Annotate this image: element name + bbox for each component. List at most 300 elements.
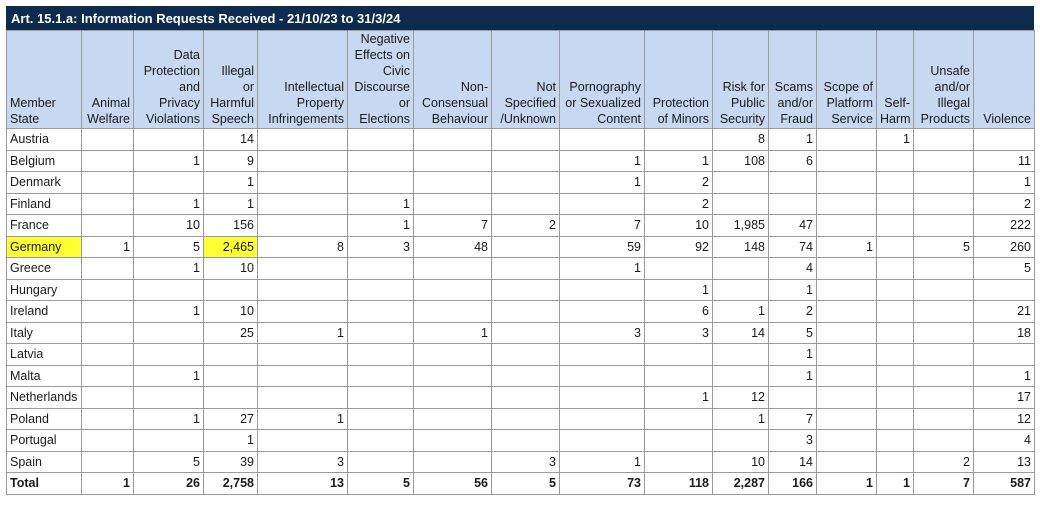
value-cell [134,172,204,194]
value-cell [82,258,134,280]
value-cell: 5 [348,473,414,495]
value-cell [645,258,713,280]
value-cell [414,301,492,323]
value-cell: 3 [769,430,817,452]
value-cell [817,258,877,280]
value-cell [817,279,877,301]
value-cell [817,365,877,387]
column-header: Intellectual Property Infringements [258,31,348,129]
value-cell [492,129,560,151]
value-cell: 1 [414,322,492,344]
value-cell: 6 [769,150,817,172]
value-cell [914,172,974,194]
value-cell [817,193,877,215]
member-state-cell: Netherlands [7,387,82,409]
value-cell [817,172,877,194]
table-body [7,129,1035,495]
value-cell [82,344,134,366]
value-cell: 2 [769,301,817,323]
value-cell: 222 [974,215,1035,237]
value-cell: 1 [82,236,134,258]
value-cell [974,344,1035,366]
value-cell [645,451,713,473]
value-cell: 7 [560,215,645,237]
column-header: Pornography or Sexualized Content [560,31,645,129]
value-cell [877,258,914,280]
value-cell [348,172,414,194]
value-cell [348,365,414,387]
value-cell [348,279,414,301]
value-cell: 14 [713,322,769,344]
member-state-cell: Ireland [7,301,82,323]
value-cell: 5 [769,322,817,344]
table-title: Art. 15.1.a: Information Requests Received - 21/10/23 to 31/3/24 [6,6,1034,30]
member-state-cell: Finland [7,193,82,215]
value-cell: 4 [769,258,817,280]
value-cell [82,451,134,473]
value-cell: 6 [645,301,713,323]
value-cell: 1 [974,172,1035,194]
value-cell [877,387,914,409]
value-cell [134,322,204,344]
value-cell: 1 [204,430,258,452]
value-cell [348,387,414,409]
value-cell: 9 [204,150,258,172]
value-cell: 156 [204,215,258,237]
value-cell: 1 [769,344,817,366]
value-cell: 1 [713,301,769,323]
value-cell: 5 [492,473,560,495]
value-cell [82,215,134,237]
value-cell: 13 [258,473,348,495]
value-cell: 3 [348,236,414,258]
value-cell: 2,287 [713,473,769,495]
value-cell [492,193,560,215]
value-cell [258,279,348,301]
column-header: Self-Harm [877,31,914,129]
value-cell [492,172,560,194]
value-cell [82,279,134,301]
value-cell: 25 [204,322,258,344]
value-cell: 1 [560,172,645,194]
header-row [7,31,1035,129]
member-state-cell: Latvia [7,344,82,366]
table-row [7,301,1035,323]
member-state-cell: Portugal [7,430,82,452]
value-cell [258,150,348,172]
value-cell [560,430,645,452]
value-cell [204,344,258,366]
value-cell [414,258,492,280]
report-table-container [6,6,1034,495]
value-cell: 1 [713,408,769,430]
value-cell [134,129,204,151]
value-cell: 47 [769,215,817,237]
table-header [7,31,1035,129]
value-cell: 26 [134,473,204,495]
value-cell [82,387,134,409]
value-cell: 74 [769,236,817,258]
value-cell [877,279,914,301]
value-cell [560,301,645,323]
value-cell [877,172,914,194]
column-header: Data Protection and Privacy Violations [134,31,204,129]
value-cell: 4 [974,430,1035,452]
value-cell [492,150,560,172]
value-cell [877,365,914,387]
value-cell [492,236,560,258]
value-cell [914,258,974,280]
value-cell [877,301,914,323]
value-cell: 1 [877,129,914,151]
member-state-cell: Italy [7,322,82,344]
value-cell: 14 [204,129,258,151]
value-cell [492,387,560,409]
value-cell [258,301,348,323]
value-cell [414,193,492,215]
value-cell: 108 [713,150,769,172]
value-cell: 21 [974,301,1035,323]
value-cell [645,365,713,387]
value-cell: 148 [713,236,769,258]
value-cell: 5 [974,258,1035,280]
value-cell: 1 [817,236,877,258]
value-cell: 1 [348,193,414,215]
value-cell: 56 [414,473,492,495]
value-cell: 260 [974,236,1035,258]
value-cell: 10 [204,301,258,323]
value-cell: 3 [492,451,560,473]
value-cell: 2,758 [204,473,258,495]
value-cell [769,193,817,215]
value-cell: 2 [645,172,713,194]
value-cell [82,430,134,452]
value-cell [258,172,348,194]
value-cell [713,172,769,194]
value-cell [348,408,414,430]
table-row [7,408,1035,430]
value-cell [645,408,713,430]
value-cell: 12 [974,408,1035,430]
value-cell: 3 [258,451,348,473]
value-cell [348,430,414,452]
value-cell [348,451,414,473]
table-row [7,344,1035,366]
value-cell: 1 [817,473,877,495]
value-cell [713,344,769,366]
value-cell: 1 [645,279,713,301]
column-header: Scope of Platform Service [817,31,877,129]
value-cell [82,408,134,430]
value-cell [713,258,769,280]
member-state-cell: Belgium [7,150,82,172]
value-cell: 1 [134,408,204,430]
value-cell [492,322,560,344]
table-row [7,387,1035,409]
value-cell [492,430,560,452]
value-cell: 5 [134,236,204,258]
total-row [7,473,1035,495]
value-cell [258,387,348,409]
value-cell [817,451,877,473]
value-cell: 1 [877,473,914,495]
value-cell [82,365,134,387]
value-cell [348,301,414,323]
value-cell: 1 [560,451,645,473]
value-cell [877,408,914,430]
value-cell [560,279,645,301]
value-cell [492,301,560,323]
value-cell [877,344,914,366]
value-cell: 7 [769,408,817,430]
value-cell [492,344,560,366]
value-cell [974,129,1035,151]
value-cell [414,387,492,409]
value-cell [82,172,134,194]
table-row [7,215,1035,237]
value-cell [877,150,914,172]
value-cell [560,408,645,430]
value-cell [414,172,492,194]
value-cell [645,430,713,452]
value-cell: 166 [769,473,817,495]
value-cell [817,215,877,237]
member-state-cell: Germany [7,236,82,258]
value-cell [560,365,645,387]
value-cell [560,129,645,151]
value-cell: 17 [974,387,1035,409]
value-cell [914,430,974,452]
column-header: Animal Welfare [82,31,134,129]
value-cell [414,279,492,301]
table-row [7,365,1035,387]
value-cell: 2 [492,215,560,237]
value-cell: 7 [914,473,974,495]
value-cell [134,344,204,366]
value-cell [914,408,974,430]
column-header: Violence [974,31,1035,129]
value-cell [414,365,492,387]
value-cell [817,430,877,452]
value-cell [82,193,134,215]
value-cell: 7 [414,215,492,237]
member-state-cell: Denmark [7,172,82,194]
value-cell [645,344,713,366]
value-cell: 92 [645,236,713,258]
value-cell: 1 [769,279,817,301]
value-cell [414,451,492,473]
value-cell [258,365,348,387]
table-row [7,129,1035,151]
value-cell: 18 [974,322,1035,344]
value-cell [492,258,560,280]
value-cell: 5 [914,236,974,258]
value-cell [877,322,914,344]
value-cell [560,193,645,215]
column-header: Not Specified /Unknown [492,31,560,129]
value-cell [914,193,974,215]
column-header: Illegal or Harmful Speech [204,31,258,129]
value-cell [348,258,414,280]
value-cell: 5 [134,451,204,473]
value-cell [82,129,134,151]
column-header: Negative Effects on Civic Discourse or Elections [348,31,414,129]
column-header: Protection of Minors [645,31,713,129]
value-cell: 8 [713,129,769,151]
value-cell [414,344,492,366]
value-cell [414,150,492,172]
value-cell: 1 [769,365,817,387]
value-cell: 3 [560,322,645,344]
value-cell: 1 [204,193,258,215]
value-cell: 2 [645,193,713,215]
value-cell [204,279,258,301]
value-cell [82,322,134,344]
value-cell: 2 [974,193,1035,215]
member-state-cell: Spain [7,451,82,473]
value-cell [414,408,492,430]
member-state-cell: Poland [7,408,82,430]
value-cell: 587 [974,473,1035,495]
value-cell [713,365,769,387]
value-cell [134,279,204,301]
value-cell: 1 [974,365,1035,387]
value-cell: 39 [204,451,258,473]
member-state-cell: Malta [7,365,82,387]
value-cell: 27 [204,408,258,430]
value-cell [817,408,877,430]
value-cell: 1 [645,150,713,172]
value-cell [258,215,348,237]
value-cell: 1 [134,301,204,323]
value-cell [645,129,713,151]
value-cell: 1 [769,129,817,151]
value-cell: 3 [645,322,713,344]
value-cell: 10 [645,215,713,237]
value-cell: 1 [560,150,645,172]
value-cell [82,301,134,323]
column-header: Non-Consensual Behaviour [414,31,492,129]
value-cell [817,322,877,344]
value-cell: 1 [134,193,204,215]
value-cell: 12 [713,387,769,409]
value-cell: 1 [134,258,204,280]
value-cell: 10 [713,451,769,473]
total-label: Total [7,473,82,495]
value-cell [769,387,817,409]
value-cell [258,129,348,151]
value-cell [769,172,817,194]
value-cell: 1 [258,408,348,430]
value-cell [914,365,974,387]
table-row [7,172,1035,194]
value-cell: 73 [560,473,645,495]
value-cell: 14 [769,451,817,473]
member-state-cell: Hungary [7,279,82,301]
value-cell [134,430,204,452]
value-cell [204,387,258,409]
value-cell [348,129,414,151]
value-cell [914,215,974,237]
value-cell: 48 [414,236,492,258]
table-row [7,322,1035,344]
table-row [7,258,1035,280]
value-cell [258,430,348,452]
table-row [7,193,1035,215]
value-cell: 13 [974,451,1035,473]
value-cell [817,301,877,323]
value-cell [914,344,974,366]
value-cell: 1 [348,215,414,237]
value-cell [492,408,560,430]
value-cell: 59 [560,236,645,258]
value-cell [914,129,974,151]
value-cell: 8 [258,236,348,258]
value-cell [974,279,1035,301]
value-cell: 10 [204,258,258,280]
value-cell [134,387,204,409]
value-cell [914,387,974,409]
value-cell [204,365,258,387]
value-cell: 1,985 [713,215,769,237]
value-cell [713,279,769,301]
information-requests-table [6,30,1035,495]
value-cell [713,430,769,452]
value-cell [348,344,414,366]
value-cell [914,322,974,344]
value-cell [817,150,877,172]
value-cell [817,129,877,151]
value-cell [492,365,560,387]
member-state-cell: Greece [7,258,82,280]
value-cell [877,430,914,452]
value-cell [877,215,914,237]
value-cell: 1 [645,387,713,409]
value-cell: 2 [914,451,974,473]
value-cell: 11 [974,150,1035,172]
value-cell: 1 [82,473,134,495]
value-cell: 118 [645,473,713,495]
value-cell: 1 [560,258,645,280]
column-header: Member State [7,31,82,129]
value-cell [914,150,974,172]
member-state-cell: Austria [7,129,82,151]
value-cell [258,344,348,366]
column-header: Unsafe and/or Illegal Products [914,31,974,129]
value-cell [82,150,134,172]
value-cell [877,236,914,258]
table-row [7,236,1035,258]
value-cell [560,387,645,409]
table-row [7,279,1035,301]
value-cell [713,193,769,215]
member-state-cell: France [7,215,82,237]
value-cell [817,387,877,409]
value-cell: 10 [134,215,204,237]
value-cell [414,430,492,452]
column-header: Scams and/or Fraud [769,31,817,129]
value-cell [560,344,645,366]
value-cell [348,322,414,344]
value-cell: 2,465 [204,236,258,258]
table-row [7,430,1035,452]
value-cell [414,129,492,151]
value-cell [914,301,974,323]
value-cell [877,451,914,473]
value-cell [348,150,414,172]
value-cell [914,279,974,301]
value-cell: 1 [204,172,258,194]
